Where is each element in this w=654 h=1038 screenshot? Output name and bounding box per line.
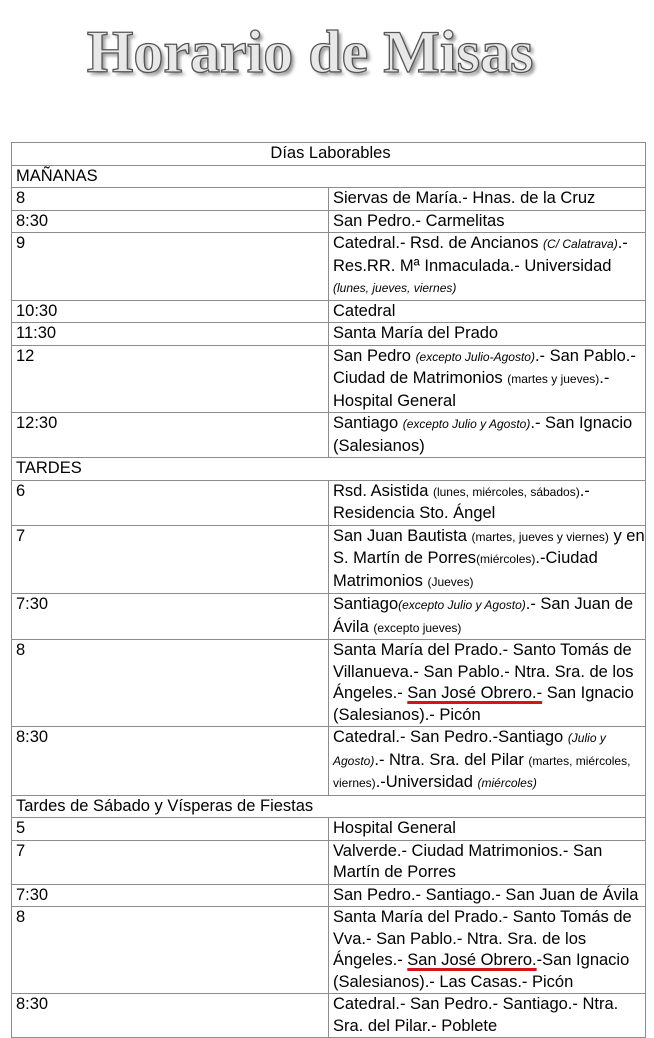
time-cell: 11:30 — [12, 323, 329, 346]
table-row — [12, 300, 646, 323]
location-note: (lunes, miércoles, sábados) — [432, 484, 580, 499]
location-cell: Catedral.- San Pedro.- Santiago.- Ntra. Sra. del Pilar.- Poblete — [329, 994, 646, 1038]
location-note: (C/ Calatrava) — [543, 237, 618, 251]
location-cell — [329, 413, 646, 458]
location-note: (miércoles) — [476, 552, 536, 566]
page-title: Horario de Misas — [86, 19, 534, 85]
mass-schedule-table — [11, 142, 646, 1038]
time-cell: 6 — [12, 480, 329, 525]
location-text: San Juan Bautista — [333, 526, 472, 545]
table-row — [12, 994, 646, 1038]
location-text: .- San Ignacio (Salesianos) — [333, 414, 633, 455]
location-text: Catedral.- San Pedro.-Santiago — [333, 728, 568, 746]
location-text: .- Res.RR. Mª Inmaculada.- Universidad — [333, 234, 628, 275]
location-text: .- Ntra. Sra. del Pilar — [374, 750, 529, 769]
table-row — [12, 727, 646, 796]
time-cell: 12 — [12, 345, 329, 413]
location-cell — [329, 727, 646, 796]
location-cell: San Pedro.- Carmelitas — [329, 210, 646, 233]
location-cell: Catedral — [329, 300, 646, 323]
location-cell: Hospital General — [329, 818, 646, 841]
table-row — [12, 525, 646, 594]
section-heading-sabado: Tardes de Sábado y Vísperas de Fiestas — [12, 795, 646, 818]
time-cell: 8:30 — [12, 994, 329, 1038]
location-text: -San Ignacio (Salesianos).- Las Casas.- Picón — [333, 951, 630, 991]
location-note: (martes, miércoles, viernes) — [333, 753, 631, 790]
time-cell: 7 — [12, 840, 329, 884]
location-note: (martes y jueves) — [507, 372, 600, 386]
time-cell: 7 — [12, 525, 329, 594]
location-note: (Jueves) — [427, 574, 474, 589]
table-row — [12, 840, 646, 884]
section-row — [12, 458, 646, 481]
table-row — [12, 413, 646, 458]
location-cell: Siervas de María.- Hnas. de la Cruz — [329, 188, 646, 211]
location-note: (excepto Julio-Agosto) — [415, 349, 535, 364]
time-cell: 7:30 — [12, 594, 329, 640]
section-heading-mananas: MAÑANAS — [12, 165, 646, 188]
location-text: San Ignacio (Salesianos).- Picón — [333, 684, 634, 724]
time-cell: 10:30 — [12, 300, 329, 323]
location-text: Santiago — [333, 414, 403, 432]
location-note: (excepto jueves) — [373, 620, 462, 635]
table-row — [12, 818, 646, 841]
table-row — [12, 640, 646, 727]
location-cell — [329, 345, 646, 413]
location-cell: Valverde.- Ciudad Matrimonios.- San Martín de Porres — [329, 840, 646, 884]
location-cell — [329, 640, 646, 727]
time-cell: 8:30 — [12, 727, 329, 796]
location-cell — [329, 233, 646, 301]
location-note: (lunes, jueves, viernes) — [333, 281, 457, 295]
time-cell: 12:30 — [12, 413, 329, 458]
table-title: Días Laborables — [12, 143, 646, 166]
location-note: (excepto Julio y Agosto) — [402, 417, 531, 431]
table-row — [12, 188, 646, 211]
table-row — [12, 907, 646, 994]
location-text: .- San Juan de Ávila — [333, 595, 634, 636]
table-row — [12, 594, 646, 640]
location-cell: San Pedro.- Santiago.- San Juan de Ávila — [329, 884, 646, 907]
location-text: .-Ciudad Matrimonios — [333, 549, 598, 590]
location-cell — [329, 594, 646, 640]
location-text: Santiago — [333, 595, 399, 613]
location-text: y en S. Martín de Porres — [333, 526, 645, 567]
location-cell: Santa María del Prado — [329, 323, 646, 346]
section-heading-tardes: TARDES — [12, 458, 646, 481]
section-row — [12, 165, 646, 188]
time-cell: 8 — [12, 907, 329, 994]
section-row — [12, 795, 646, 818]
location-text: Rsd. Asistida — [333, 481, 433, 500]
location-note: (excepto Julio y Agosto) — [398, 598, 526, 612]
location-text: Santa María del Prado.- Santo Tomás de Vva.- San Pablo.- Ntra. Sra. de los Ángeles.- — [333, 908, 632, 969]
time-cell: 9 — [12, 233, 329, 301]
highlighted-location: San José Obrero. — [407, 951, 537, 969]
time-cell: 8 — [12, 640, 329, 727]
location-text: .- San Pablo.- Ciudad de Matrimonios — [333, 346, 636, 387]
location-text: .-Universidad — [375, 773, 478, 791]
location-text: .- Residencia Sto. Ángel — [333, 481, 590, 522]
location-cell — [329, 907, 646, 994]
table-row — [12, 884, 646, 907]
time-cell: 8 — [12, 188, 329, 211]
location-text: San Pedro — [333, 346, 416, 365]
table-row — [12, 345, 646, 413]
location-note: (Julio y Agosto) — [333, 731, 606, 768]
table-row — [12, 210, 646, 233]
table-row — [12, 233, 646, 301]
location-text: .- Hospital General — [333, 369, 610, 410]
location-text: Catedral.- Rsd. de Ancianos — [333, 234, 544, 252]
time-cell: 8:30 — [12, 210, 329, 233]
highlighted-location: San José Obrero.- — [407, 684, 543, 702]
time-cell: 7:30 — [12, 884, 329, 907]
table-row — [12, 480, 646, 525]
table-row — [12, 323, 646, 346]
location-cell — [329, 480, 646, 525]
location-note: (martes, jueves y viernes) — [471, 529, 609, 544]
time-cell: 5 — [12, 818, 329, 841]
location-text: Santa María del Prado.- Santo Tomás de Villanueva.- San Pablo.- Ntra. Sra. de los Ángeles.- — [333, 641, 634, 702]
location-note: (miércoles) — [477, 776, 537, 790]
location-cell — [329, 525, 646, 594]
table-title-row — [12, 143, 646, 166]
